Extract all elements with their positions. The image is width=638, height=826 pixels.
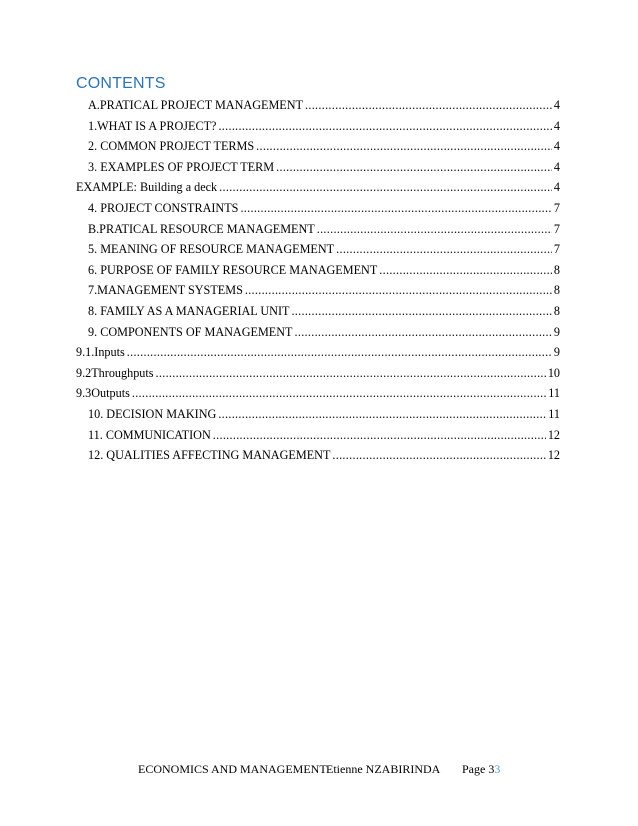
toc-leader-dots <box>218 118 551 134</box>
toc-entry-title: 6. PURPOSE OF FAMILY RESOURCE MANAGEMENT <box>88 262 378 277</box>
toc-leader-dots <box>240 200 551 216</box>
toc-entry-title: 2. COMMON PROJECT TERMS <box>88 139 255 154</box>
toc-entry-page: 10 <box>547 365 560 380</box>
toc-entry-page: 12 <box>547 448 560 463</box>
toc-entry-page: 7 <box>553 242 560 257</box>
toc-entry[interactable] <box>88 138 560 154</box>
toc-leader-dots <box>379 262 552 278</box>
toc-leader-dots <box>295 324 552 340</box>
toc-entry-page: 11 <box>548 407 560 421</box>
toc-entry[interactable] <box>88 118 560 134</box>
toc-entry-title: 12. QUALITIES AFFECTING MANAGEMENT <box>88 448 331 463</box>
footer-author: Etienne NZABIRINDA <box>326 762 441 776</box>
toc-entry[interactable] <box>88 406 560 422</box>
toc-leader-dots <box>332 447 545 463</box>
footer-page-number <box>462 762 500 777</box>
toc-entry-page: 4 <box>553 118 560 133</box>
toc-entry-title: 5. MEANING OF RESOURCE MANAGEMENT <box>88 242 335 257</box>
toc-entry-page: 9 <box>553 324 560 339</box>
toc-leader-dots <box>305 97 552 113</box>
toc-entry[interactable] <box>88 262 560 278</box>
toc-leader-dots <box>291 303 551 319</box>
toc-entry-page: 8 <box>553 304 560 318</box>
toc-entry-title: 9. COMPONENTS OF MANAGEMENT <box>88 324 293 339</box>
toc-leader-dots <box>317 221 552 237</box>
toc-entry-page: 4 <box>553 159 560 174</box>
toc-entry-title: 10. DECISION MAKING <box>88 407 217 421</box>
footer-course: ECONOMICS AND MANAGEMENT <box>138 762 327 776</box>
toc-entry[interactable] <box>88 200 560 216</box>
toc-entry[interactable] <box>88 221 560 237</box>
toc-leader-dots <box>219 179 552 195</box>
toc-entry-page: 4 <box>553 98 560 112</box>
toc-entry-title: EXAMPLE: Building a deck <box>76 180 218 195</box>
footer-page-label: Page 3 <box>462 762 495 776</box>
toc-entry-page: 7 <box>553 201 560 215</box>
toc-entry-title: 3. EXAMPLES OF PROJECT TERM <box>88 159 275 174</box>
toc-leader-dots <box>336 241 552 257</box>
toc-leader-dots <box>218 406 546 422</box>
toc-entry[interactable] <box>76 179 560 195</box>
toc-entry[interactable] <box>88 241 560 257</box>
toc-entry-title: 9.1.Inputs <box>76 345 125 360</box>
toc-entry-title: A.PRATICAL PROJECT MANAGEMENT <box>88 98 303 112</box>
toc-entry-title: 11. COMMUNICATION <box>88 427 211 442</box>
toc-leader-dots <box>156 365 546 381</box>
toc-entry-page: 8 <box>553 262 560 277</box>
toc-entry[interactable] <box>88 447 560 463</box>
toc-entry-page: 7 <box>553 221 560 236</box>
toc-entry-title: 9.3Outputs <box>76 386 130 401</box>
toc-entry-title: 9.2Throughputs <box>76 365 154 380</box>
toc-entry-page: 11 <box>548 386 560 401</box>
toc-entry-page: 8 <box>553 283 560 298</box>
toc-entry[interactable] <box>88 159 560 175</box>
toc-entry-page: 12 <box>547 427 560 442</box>
toc-entry-title: 4. PROJECT CONSTRAINTS <box>88 201 239 215</box>
toc-entry-page: 4 <box>553 139 560 154</box>
toc-entry-page: 4 <box>553 180 560 195</box>
toc-heading: CONTENTS <box>76 75 166 92</box>
footer-page-suffix: 3 <box>494 762 501 776</box>
toc-entry[interactable] <box>88 97 560 113</box>
toc-entry[interactable] <box>88 303 560 319</box>
toc-entry[interactable] <box>88 282 560 298</box>
toc-entry-title: 8. FAMILY AS A MANAGERIAL UNIT <box>88 304 290 318</box>
toc-leader-dots <box>245 282 552 298</box>
toc-entry[interactable] <box>88 324 560 340</box>
toc-leader-dots <box>127 344 552 360</box>
toc-entry-title: 7.MANAGEMENT SYSTEMS <box>88 283 243 298</box>
toc-entry[interactable] <box>76 385 560 401</box>
toc-entry-page: 9 <box>553 345 560 360</box>
toc-leader-dots <box>132 385 546 401</box>
toc-entry[interactable] <box>88 427 560 443</box>
toc-entry[interactable] <box>76 344 560 360</box>
toc-leader-dots <box>256 138 552 154</box>
toc-leader-dots <box>213 427 546 443</box>
toc-entry[interactable] <box>76 365 560 381</box>
toc-entry-title: 1.WHAT IS A PROJECT? <box>88 118 217 133</box>
toc-entry-title: B.PRATICAL RESOURCE MANAGEMENT <box>88 221 315 236</box>
toc-leader-dots <box>276 159 552 175</box>
